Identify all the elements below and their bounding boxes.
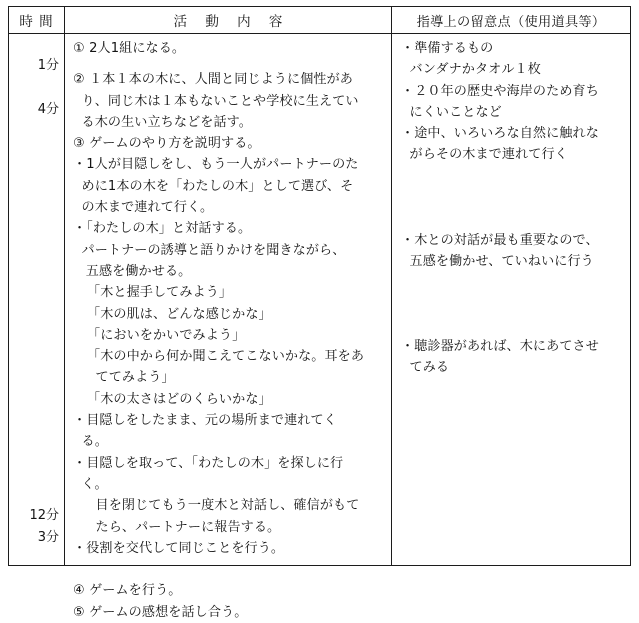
content-line: 「木の太さはどのくらいかな」 bbox=[87, 391, 272, 407]
header-content: 活 動 内 容 bbox=[65, 7, 392, 33]
column-time bbox=[9, 34, 65, 565]
content-line: り、同じ木は１本もないことや学校に生えてい bbox=[73, 93, 359, 109]
content-line: パートナーの誘導と語りかけを聞きながら、 bbox=[73, 242, 346, 258]
time-mark: 3分 bbox=[37, 530, 59, 545]
content-line: 「木の中から何か聞こえてこないかな。耳をあ bbox=[87, 349, 365, 365]
note-gap bbox=[401, 272, 624, 293]
content-line: ・目隠しをしたまま、元の場所まで連れてく bbox=[73, 413, 337, 429]
note-gap bbox=[401, 315, 624, 336]
table-body bbox=[9, 34, 630, 620]
note-gap bbox=[401, 166, 624, 187]
note-gap bbox=[401, 208, 624, 229]
content-line: たら、パートナーに報告する。 bbox=[87, 519, 281, 535]
content-line: の木まで連れて行く。 bbox=[73, 200, 214, 216]
table-header-row bbox=[9, 7, 630, 34]
content-line: ① 2人1組になる。 bbox=[73, 41, 186, 56]
note-line: ・途中、いろいろな自然に触れな bbox=[401, 126, 599, 142]
time-mark: 4分 bbox=[37, 102, 59, 117]
content-line: ② １本１本の木に、人間と同じように個性があ bbox=[73, 72, 353, 88]
header-time: 時 間 bbox=[9, 7, 65, 33]
note-gap bbox=[401, 187, 624, 208]
time-mark: 1分 bbox=[37, 58, 59, 73]
header-notes: 指導上の留意点（使用道具等） bbox=[416, 14, 606, 30]
content-line: ててみよう」 bbox=[87, 370, 175, 386]
note-line: ・準備するもの bbox=[401, 41, 494, 56]
content-line: ④ ゲームを行う。 bbox=[73, 583, 182, 599]
content-line: ・「わたしの木」と対話する。 bbox=[73, 221, 252, 237]
activity-plan-table bbox=[8, 6, 631, 620]
note-line: ・聴診器があれば、木にあてさせ bbox=[401, 339, 599, 355]
note-gap bbox=[401, 294, 624, 315]
column-notes bbox=[392, 34, 630, 565]
content-line: ③ ゲームのやり方を説明する。 bbox=[73, 136, 261, 152]
note-line: がらその木まで連れて行く bbox=[401, 147, 568, 163]
content-line: 「木の肌は、どんな感じかな」 bbox=[87, 306, 272, 322]
column-content bbox=[65, 34, 392, 620]
content-line: く。 bbox=[73, 476, 108, 492]
content-line: 「においをかいでみよう」 bbox=[87, 327, 246, 343]
content-line: る。 bbox=[73, 434, 108, 450]
content-line: ⑤ ゲームの感想を話し合う。 bbox=[73, 604, 248, 620]
content-line: 「木と握手してみよう」 bbox=[87, 285, 233, 301]
content-line: ・役割を交代して同じことを行う。 bbox=[73, 540, 285, 556]
content-line: 五感を働かせる。 bbox=[73, 263, 192, 279]
note-line: バンダナかタオル１枚 bbox=[401, 62, 541, 78]
content-gap bbox=[73, 559, 385, 580]
content-gap bbox=[73, 59, 385, 69]
note-line: ・２０年の歴史や海岸のため育ち bbox=[401, 83, 599, 99]
content-line: る木の生い立ちなどを話す。 bbox=[73, 114, 252, 130]
content-line: 目を閉じてもう一度木と対話し、確信がもて bbox=[87, 498, 360, 514]
content-line: ・目隠しを取って、「わたしの木」を探しに行 bbox=[73, 455, 344, 471]
time-mark: 12分 bbox=[29, 508, 59, 523]
content-line: めに1本の木を「わたしの木」として選び、そ bbox=[73, 178, 354, 194]
note-line: てみる bbox=[401, 360, 450, 376]
note-line: 五感を働かせ、ていねいに行う bbox=[401, 253, 594, 269]
note-line: にくいことなど bbox=[401, 104, 502, 120]
content-line: ・1人が目隠しをし、もう一人がパートナーのた bbox=[73, 157, 359, 173]
note-line: ・木との対話が最も重要なので、 bbox=[401, 232, 599, 248]
